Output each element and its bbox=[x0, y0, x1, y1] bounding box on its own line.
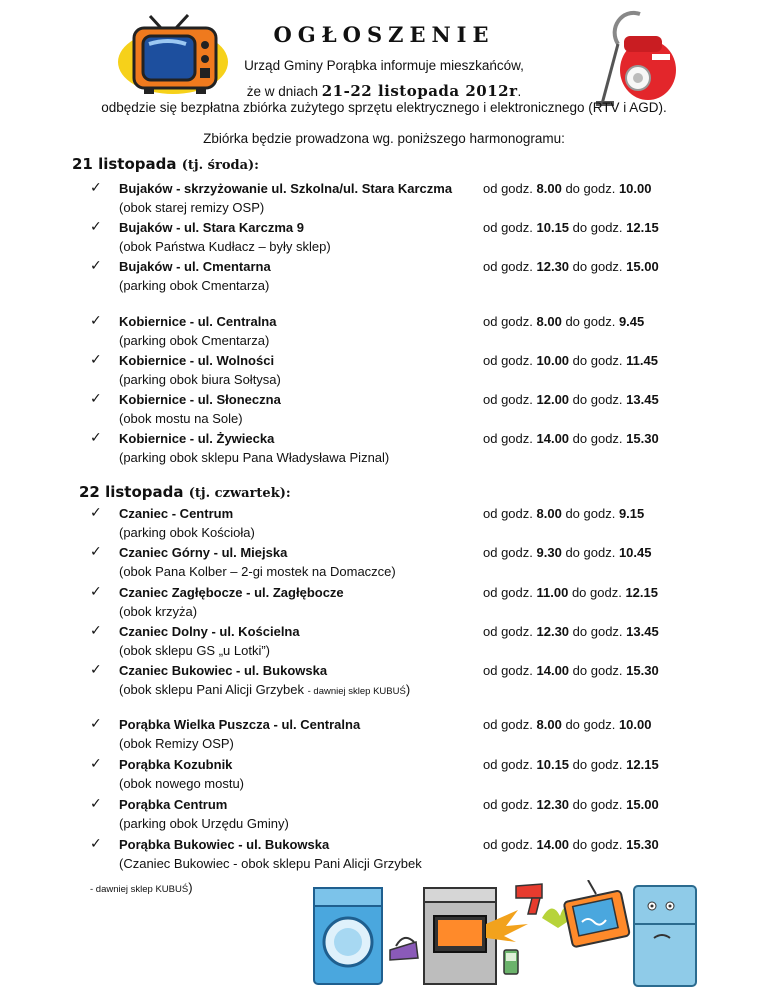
entry-location: Kobiernice - ul. Żywiecka bbox=[119, 431, 275, 446]
entry-time bbox=[483, 181, 651, 196]
time-to-label: do godz. bbox=[572, 220, 623, 235]
entry-description-text: (obok Państwa Kudłacz – były sklep) bbox=[119, 239, 331, 254]
time-from: 14.00 bbox=[536, 663, 570, 678]
entry-time bbox=[483, 624, 659, 639]
time-to-label: do godz. bbox=[565, 506, 616, 521]
day-heading-21 bbox=[72, 155, 259, 173]
entry-location: Bujaków - ul. Stara Karczma 9 bbox=[119, 220, 304, 235]
time-to: 11.45 bbox=[626, 353, 658, 368]
entry-time bbox=[483, 585, 658, 600]
entry-description-text: (parking obok Cmentarza) bbox=[119, 333, 270, 348]
checkmark-icon: ✓ bbox=[90, 623, 102, 639]
entry-description-text: (parking obok Cmentarza) bbox=[119, 278, 270, 293]
checkmark-icon: ✓ bbox=[90, 391, 102, 407]
time-from: 14.00 bbox=[536, 431, 570, 446]
entry-description-text: (obok sklepu GS „u Lotki”) bbox=[119, 643, 271, 658]
entry-description bbox=[119, 816, 289, 831]
entry-time bbox=[483, 717, 651, 732]
entry-location: Kobiernice - ul. Centralna bbox=[119, 314, 277, 329]
time-to-label: do godz. bbox=[572, 392, 623, 407]
entry-description bbox=[119, 200, 264, 215]
time-to: 15.30 bbox=[626, 663, 659, 678]
time-from-label: od godz. bbox=[483, 506, 533, 521]
time-from-label: od godz. bbox=[483, 314, 533, 329]
time-from: 14.00 bbox=[536, 837, 570, 852]
schedule-entry bbox=[90, 544, 750, 582]
intro-suffix: . bbox=[517, 84, 522, 99]
entry-time bbox=[483, 431, 659, 446]
checkmark-icon: ✓ bbox=[90, 505, 102, 521]
schedule-entry bbox=[90, 662, 750, 700]
entry-description-text: (obok nowego mostu) bbox=[119, 776, 245, 791]
entry-description-text: (obok Pana Kolber – 2-gi mostek na Domaczce) bbox=[119, 564, 396, 579]
day-note: (tj. środa): bbox=[181, 158, 259, 173]
day-date: 21 listopada bbox=[72, 155, 177, 173]
time-to-label: do godz. bbox=[565, 314, 616, 329]
time-to: 15.00 bbox=[626, 797, 659, 812]
time-from: 12.30 bbox=[536, 259, 570, 274]
checkmark-icon: ✓ bbox=[90, 313, 102, 329]
time-from: 10.00 bbox=[536, 353, 570, 368]
time-from: 12.30 bbox=[536, 624, 570, 639]
entry-description bbox=[119, 736, 234, 751]
entry-location: Bujaków - ul. Cmentarna bbox=[119, 259, 271, 274]
entry-time bbox=[483, 392, 659, 407]
entry-location: Bujaków - skrzyżowanie ul. Szkolna/ul. Stara Karczma bbox=[119, 181, 453, 196]
entry-location: Kobiernice - ul. Wolności bbox=[119, 353, 275, 368]
schedule-entry bbox=[90, 219, 750, 257]
time-to-label: do godz. bbox=[572, 624, 623, 639]
time-from-label: od godz. bbox=[483, 392, 533, 407]
entry-description-text: (obok starej remizy OSP) bbox=[119, 200, 265, 215]
collection-dates: 21-22 listopada 2012r bbox=[321, 82, 518, 100]
time-to-label: do godz. bbox=[565, 717, 616, 732]
time-to: 15.30 bbox=[626, 431, 659, 446]
time-to-label: do godz. bbox=[572, 663, 623, 678]
entry-time bbox=[483, 220, 659, 235]
entry-description-text: (parking obok Urzędu Gminy) bbox=[119, 816, 289, 831]
time-from-label: od godz. bbox=[483, 431, 533, 446]
time-from-label: od godz. bbox=[483, 717, 533, 732]
entry-description bbox=[119, 333, 269, 348]
entry-description bbox=[119, 564, 396, 579]
entry-time bbox=[483, 314, 644, 329]
entry-description bbox=[119, 643, 270, 658]
time-from: 8.00 bbox=[536, 181, 562, 196]
schedule-entry bbox=[90, 584, 750, 622]
entry-time bbox=[483, 506, 644, 521]
schedule-entry bbox=[90, 430, 750, 468]
entry-description-text: (obok Remizy OSP) bbox=[119, 736, 234, 751]
time-to: 12.15 bbox=[626, 220, 659, 235]
entry-description bbox=[119, 856, 422, 871]
time-to: 15.30 bbox=[626, 837, 659, 852]
entry-location: Czaniec - Centrum bbox=[119, 506, 234, 521]
schedule-entry bbox=[90, 796, 750, 834]
time-to: 9.15 bbox=[618, 506, 645, 521]
checkmark-icon: ✓ bbox=[90, 716, 102, 732]
time-from: 8.00 bbox=[536, 314, 562, 329]
checkmark-icon: ✓ bbox=[90, 219, 102, 235]
entry-description-text: (obok krzyża) bbox=[119, 604, 198, 619]
entry-description-text: (parking obok sklepu Pana Władysława Piznal) bbox=[119, 450, 390, 465]
entry-description bbox=[119, 239, 331, 254]
checkmark-icon: ✓ bbox=[90, 836, 102, 852]
intro-line-3: odbędzie się bezpłatna zbiórka zużytego sprzętu elektrycznego i elektronicznego (RTV i AGD). bbox=[101, 100, 667, 115]
entry-time bbox=[483, 663, 659, 678]
time-from: 10.15 bbox=[536, 220, 570, 235]
schedule-entry bbox=[90, 180, 750, 218]
schedule-intro: Zbiórka będzie prowadzona wg. poniższego harmonogramu: bbox=[203, 131, 565, 146]
entry-description-text: (obok mostu na Sole) bbox=[119, 411, 243, 426]
time-to: 13.45 bbox=[626, 624, 659, 639]
schedule-entry bbox=[90, 836, 750, 874]
entry-location: Czaniec Zagłębocze - ul. Zagłębocze bbox=[119, 585, 344, 600]
entry-description-end: ) bbox=[405, 682, 411, 697]
time-to-label: do godz. bbox=[565, 545, 616, 560]
time-to-label: do godz. bbox=[572, 431, 623, 446]
entry-time bbox=[483, 545, 651, 560]
entry-location: Porąbka Wielka Puszcza - ul. Centralna bbox=[119, 717, 361, 732]
entry-description bbox=[119, 604, 197, 619]
time-to-label: do godz. bbox=[572, 353, 623, 368]
time-from-label: od godz. bbox=[483, 797, 533, 812]
entry-location: Czaniec Bukowiec - ul. Bukowska bbox=[119, 663, 328, 678]
time-from: 12.00 bbox=[536, 392, 570, 407]
time-from-label: od godz. bbox=[483, 353, 533, 368]
entry-time bbox=[483, 837, 659, 852]
entry-description bbox=[119, 450, 389, 465]
day-note: (tj. czwartek): bbox=[188, 486, 291, 501]
time-to-label: do godz. bbox=[572, 757, 623, 772]
schedule-entry bbox=[90, 391, 750, 429]
entry-location: Czaniec Dolny - ul. Kościelna bbox=[119, 624, 300, 639]
entry-location: Porąbka Bukowiec - ul. Bukowska bbox=[119, 837, 330, 852]
checkmark-icon: ✓ bbox=[90, 258, 102, 274]
time-to: 12.15 bbox=[625, 585, 658, 600]
checkmark-icon: ✓ bbox=[90, 756, 102, 772]
time-from-label: od godz. bbox=[483, 259, 533, 274]
time-from-label: od godz. bbox=[483, 663, 533, 678]
time-to-label: do godz. bbox=[572, 797, 623, 812]
entry-description-text: (obok sklepu Pani Alicji Grzybek bbox=[119, 682, 304, 697]
schedule-entry bbox=[90, 716, 750, 754]
time-to-label: do godz. bbox=[571, 585, 622, 600]
time-to-label: do godz. bbox=[572, 837, 623, 852]
checkmark-icon: ✓ bbox=[90, 430, 102, 446]
time-from: 12.30 bbox=[536, 797, 570, 812]
entry-description bbox=[119, 372, 281, 387]
entry-description bbox=[119, 776, 244, 791]
time-from-label: od godz. bbox=[483, 220, 533, 235]
household-appliances-illustration bbox=[296, 880, 706, 990]
entry-time bbox=[483, 757, 659, 772]
schedule-entry bbox=[90, 505, 750, 543]
entry-time bbox=[483, 353, 658, 368]
intro-line-2 bbox=[0, 82, 768, 100]
time-from: 8.00 bbox=[536, 717, 562, 732]
time-to: 15.00 bbox=[626, 259, 659, 274]
schedule-entry bbox=[90, 756, 750, 794]
schedule-entry bbox=[90, 313, 750, 351]
entry-time bbox=[483, 797, 659, 812]
entry-location: Porąbka Centrum bbox=[119, 797, 228, 812]
entry-time bbox=[483, 259, 659, 274]
schedule-entry bbox=[90, 258, 750, 296]
time-from-label: od godz. bbox=[483, 545, 533, 560]
schedule-entry bbox=[90, 623, 750, 661]
checkmark-icon: ✓ bbox=[90, 796, 102, 812]
intro-line-1: Urząd Gminy Porąbka informuje mieszkańców, bbox=[244, 58, 524, 73]
entry-location: Czaniec Górny - ul. Miejska bbox=[119, 545, 288, 560]
checkmark-icon: ✓ bbox=[90, 352, 102, 368]
entry-description-note: - dawniej sklep KUBUŚ bbox=[307, 686, 406, 697]
time-from-label: od godz. bbox=[483, 181, 533, 196]
entry-description-text: (Czaniec Bukowiec - obok sklepu Pani Alicji Grzybek bbox=[119, 856, 422, 871]
checkmark-icon: ✓ bbox=[90, 180, 102, 196]
tail-note: - dawniej sklep KUBUŚ bbox=[90, 884, 189, 895]
time-to: 12.15 bbox=[626, 757, 659, 772]
time-from: 9.30 bbox=[536, 545, 562, 560]
time-from-label: od godz. bbox=[483, 757, 533, 772]
time-from-label: od godz. bbox=[483, 585, 533, 600]
entry-description bbox=[119, 682, 410, 697]
checkmark-icon: ✓ bbox=[90, 544, 102, 560]
entry-location: Porąbka Kozubnik bbox=[119, 757, 233, 772]
time-to: 9.45 bbox=[618, 314, 645, 329]
entry-description-text: (parking obok Kościoła) bbox=[119, 525, 255, 540]
time-from: 10.15 bbox=[536, 757, 570, 772]
time-to: 10.00 bbox=[618, 717, 652, 732]
time-to: 10.00 bbox=[618, 181, 652, 196]
time-to-label: do godz. bbox=[565, 181, 616, 196]
tail-paren: ) bbox=[188, 880, 193, 895]
schedule-entry bbox=[90, 352, 750, 390]
day-heading-22 bbox=[79, 483, 291, 501]
entry-note-tail bbox=[90, 880, 193, 895]
entry-description bbox=[119, 525, 255, 540]
page-title: OGŁOSZENIE bbox=[273, 22, 495, 47]
entry-description bbox=[119, 278, 269, 293]
time-to: 10.45 bbox=[618, 545, 652, 560]
day-date: 22 listopada bbox=[79, 483, 184, 501]
entry-description-text: (parking obok biura Sołtysa) bbox=[119, 372, 281, 387]
time-to-label: do godz. bbox=[572, 259, 623, 274]
time-from-label: od godz. bbox=[483, 837, 533, 852]
time-from: 11.00 bbox=[536, 585, 569, 600]
entry-description bbox=[119, 411, 243, 426]
time-to: 13.45 bbox=[626, 392, 659, 407]
checkmark-icon: ✓ bbox=[90, 584, 102, 600]
checkmark-icon: ✓ bbox=[90, 662, 102, 678]
time-from-label: od godz. bbox=[483, 624, 533, 639]
time-from: 8.00 bbox=[536, 506, 562, 521]
entry-location: Kobiernice - ul. Słoneczna bbox=[119, 392, 281, 407]
intro-prefix: że w dniach bbox=[246, 84, 322, 99]
